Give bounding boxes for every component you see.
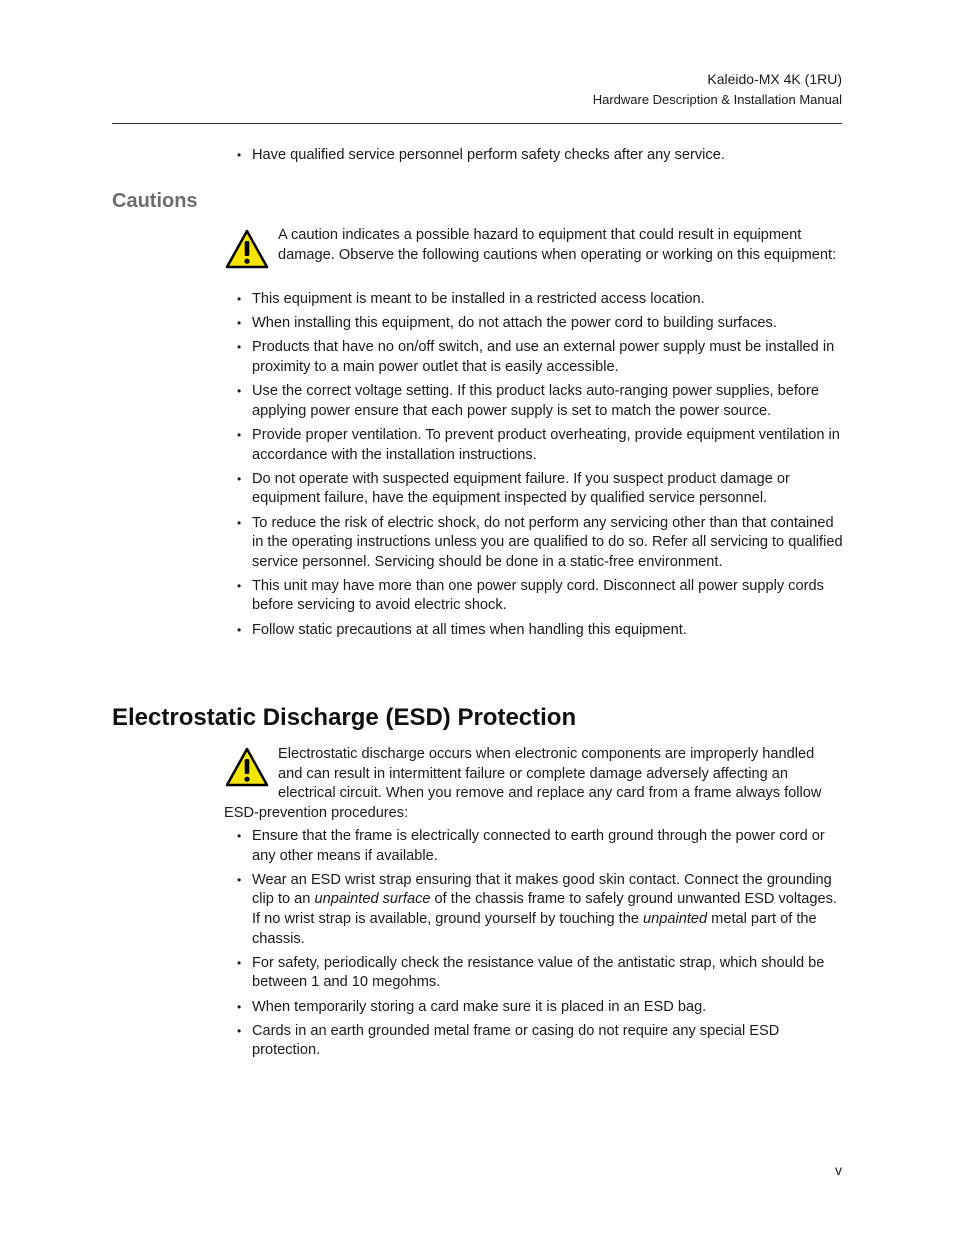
list-item: • When installing this equipment, do not attach the power cord to building surfaces. xyxy=(224,314,844,334)
esd-heading: Electrostatic Discharge (ESD) Protection xyxy=(112,704,577,731)
list-item: • Wear an ESD wrist strap ensuring that it makes good skin contact. Connect the grounding clip to an unpainted surface of the chassis frame to safely ground unwanted ESD voltages. If no wrist strap is available, ground yourself by touching the unpainted metal part of the chassis. xyxy=(237,871,837,947)
bullet-icon: • xyxy=(237,292,242,306)
bullet-icon: • xyxy=(237,999,242,1014)
list-item: • This equipment is meant to be installed in a restricted access location. xyxy=(224,290,844,310)
list-item: • Cards in an earth grounded metal frame or casing do not require any special ESD protection. xyxy=(237,1022,780,1059)
bullet-icon: • xyxy=(237,471,242,486)
bullet-icon: • xyxy=(237,148,242,162)
list-item: • This unit may have more than one power supply cord. Disconnect all power supply cords before servicing to avoid electric shock. xyxy=(237,577,824,614)
top-bullet-list xyxy=(224,146,844,170)
bullet-icon: • xyxy=(237,829,242,843)
bullet-icon: • xyxy=(237,340,242,355)
list-item: • Use the correct voltage setting. If this product lacks auto-ranging power supplies, before applying power ensure that each power supply is set to match the power source. xyxy=(237,383,820,419)
header-title: Kaleido-MX 4K (1RU) xyxy=(707,71,842,87)
warning-triangle-icon xyxy=(225,229,269,269)
bullet-icon: • xyxy=(237,872,242,887)
bullet-icon: • xyxy=(237,955,242,970)
bullet-icon: • xyxy=(237,622,242,637)
page-number: v xyxy=(835,1162,842,1178)
list-item: • When temporarily storing a card make sure it is placed in an ESD bag. xyxy=(224,998,844,1018)
bullet-icon: • xyxy=(237,1023,242,1038)
list-item: • Follow static precautions at all times when handling this equipment. xyxy=(224,621,844,641)
cautions-bullet-list xyxy=(224,290,844,645)
list-item: • Do not operate with suspected equipment failure. If you suspect product damage or equipment failure, have the equipment inspected by qualified service personnel. xyxy=(237,470,790,507)
list-item: • Products that have no on/off switch, and use an external power supply must be installed in proximity to a main power outlet that is easily accessible. xyxy=(237,339,835,375)
esd-bullet-list xyxy=(224,827,844,1066)
emphasis-unpainted: unpainted xyxy=(643,910,708,927)
emphasis-unpainted-surface: unpainted surface xyxy=(314,891,431,908)
bullet-icon: • xyxy=(237,427,242,442)
cautions-intro: A caution indicates a possible hazard to equipment that could result in equipment damage. Observe the following cautions when operating or working on this equipment: xyxy=(278,227,837,263)
bullet-icon: • xyxy=(237,578,242,593)
bullet-icon: • xyxy=(237,384,242,399)
list-item: • Provide proper ventilation. To prevent product overheating, provide equipment ventilation in accordance with the installation instructions. xyxy=(237,426,840,463)
page-header xyxy=(593,70,842,109)
list-item: • Ensure that the frame is electrically connected to earth ground through the power cord or any other means if available. xyxy=(237,828,825,864)
esd-intro: Electrostatic discharge occurs when electronic components are improperly handled and can result in intermittent failure or complete damage adversely affecting an electrical circuit. When you remove and replace any card from a frame always follow ESD-prevention procedures: xyxy=(224,746,822,821)
list-item: • For safety, periodically check the resistance value of the antistatic strap, which should be between 1 and 10 megohms. xyxy=(237,954,825,991)
header-subtitle: Hardware Description & Installation Manual xyxy=(592,92,842,107)
cautions-heading: Cautions xyxy=(112,190,198,212)
list-item: • To reduce the risk of electric shock, do not perform any servicing other than that contained in the operating instructions unless you are qualified to do so. Refer all servicing to qualified service personnel. Servicing should be done in a static-free environment. xyxy=(237,514,843,570)
bullet-icon: • xyxy=(237,316,242,331)
list-item: • Have qualified service personnel perform safety checks after any service. xyxy=(224,146,844,166)
bullet-icon: • xyxy=(237,515,242,530)
icon-spacer xyxy=(224,745,278,803)
header-rule xyxy=(112,123,842,124)
